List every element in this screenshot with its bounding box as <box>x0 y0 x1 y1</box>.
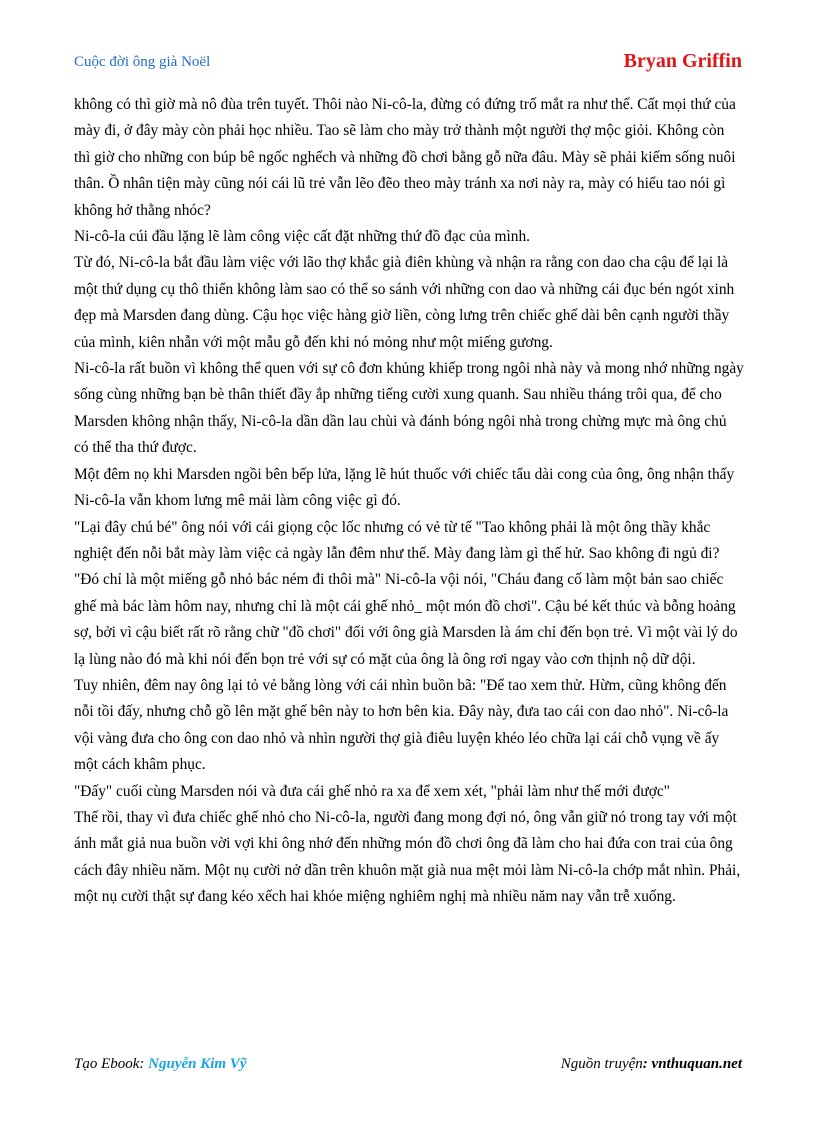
author-name: Bryan Griffin <box>623 50 742 72</box>
source-colon: : <box>642 1056 648 1072</box>
paragraph: Một đêm nọ khi Marsden ngồi bên bếp lửa, lặng lẽ hút thuốc với chiếc tẩu dài cong của ông, ông nhận thấy Ni-cô-la vẫn khom lưng mê mải làm công việc gì đó. <box>74 465 735 510</box>
story-text <box>74 92 744 911</box>
paragraph: không có thì giờ mà nô đùa trên tuyết. Thôi nào Ni-cô-la, đừng có đứng trố mắt ra như thế. Cất mọi thứ của mày đi, ở đây mày còn phải học nhiều. Tao sẽ làm cho mày trở thành một người thợ mộc giỏi. Không còn thì giờ cho những con búp bê ngốc nghếch và những đồ chơi bằng gỗ nữa đâu. Mày sẽ phải kiếm sống nuôi thân. Ồ nhân tiện mày cũng nói cái lũ trẻ vẫn lẽo đẽo theo mày tránh xa nơi này ra, mày có hiểu tao nói gì không hở thằng nhóc? <box>74 96 736 219</box>
source-credit <box>561 1056 742 1073</box>
ebook-colon: : <box>139 1056 145 1072</box>
source-label: Nguồn truyện <box>560 1056 643 1072</box>
paragraph: Ni-cô-la rất buồn vì không thể quen với sự cô đơn khủng khiếp trong ngôi nhà này và mong nhớ những ngày sống cùng những bạn bè thân thiết đầy ắp những tiếng cười xung quanh. Sau nhiều tháng trôi qua, để cho Marsden không nhận thấy, Ni-cô-la dần dần lau chùi và đánh bóng ngôi nhà trong chừng mực mà ông chủ có thể tha thứ được. <box>74 360 744 457</box>
paragraph: "Đấy" cuối cùng Marsden nói và đưa cái ghế nhỏ ra xa để xem xét, "phải làm như thế mới được" <box>74 782 670 800</box>
paragraph: "Lại đây chú bé" ông nói với cái giọng cộc lốc nhưng có vẻ từ tế "Tao không phải là một ông thầy khắc nghiệt đến nỗi bắt mày làm việc cả ngày lẫn đêm như thế. Mày đang làm gì thế hử. Sao không đi ngủ đi? <box>74 518 720 562</box>
paragraph: Ni-cô-la cúi đầu lặng lẽ làm công việc cất đặt những thứ đồ đạc của mình. <box>74 228 531 246</box>
page-header <box>74 50 742 76</box>
source-site: vnthuquan.net <box>651 1056 742 1072</box>
paragraph: Tuy nhiên, đêm nay ông lại tỏ vẻ bằng lòng với cái nhìn buồn bã: "Để tao xem thử. Hừm, cũng không đến nỗi tồi đấy, nhưng chỗ gồ lên mặt ghế bên này to hơn bên kia. Đây này, đưa tao cái con dao nhỏ". Ni-cô-la vội vàng đưa cho ông con dao nhỏ và nhìn người thợ già điêu luyện khéo léo chữa lại cái chỗ vụng về ấy một cách khâm phục. <box>74 676 729 774</box>
book-title: Cuộc đời ông già Noël <box>74 54 211 70</box>
paragraph: Từ đó, Ni-cô-la bắt đầu làm việc với lão thợ khắc già điên khùng và nhận ra rằng con dao cha cậu để lại là một thứ dụng cụ thô thiển không làm sao có thể so sánh với những con dao và những cái đục bén ngót xinh đẹp mà Marsden đang dùng. Cậu học việc hàng giờ liền, còng lưng trên chiếc ghế dài bên cạnh người thầy của mình, kiên nhẫn với một mẫu gỗ đến khi nó mỏng như một miếng gương. <box>74 254 735 351</box>
ebook-credit <box>74 1056 247 1073</box>
ebook-creator-name: Nguyễn Kim Vỹ <box>148 1056 247 1072</box>
ebook-label: Tạo Ebook <box>74 1056 140 1072</box>
paragraph: Thế rồi, thay vì đưa chiếc ghế nhỏ cho Ni-cô-la, người đang mong đợi nó, ông vẫn giữ nó trong tay với một ánh mắt giả nua buồn vời vợi khi ông nhớ đến những món đồ chơi ông đã làm cho hai đứa con trai của ông cách đây nhiều năm. Một nụ cười nở dần trên khuôn mặt già nua mệt mỏi làm Ni-cô-la chớp mắt nhìn. Phải, một nụ cười thật sự đang kéo xếch hai khóe miệng nghiêm nghị mà nhiều năm nay vẫn trễ xuống. <box>74 808 741 906</box>
paragraph: "Đó chỉ là một miếng gỗ nhỏ bác ném đi thôi mà" Ni-cô-la vội nói, "Cháu đang cố làm một bản sao chiếc ghế mà bác làm hôm nay, nhưng chỉ là một cái ghế nhỏ_ một món đồ chơi". Cậu bé kết thúc và bỗng hoảng sợ, bởi vì cậu biết rất rõ rằng chữ "đồ chơi" đối với ông già Marsden là ám chỉ đến bọn trẻ. Vì một vài lý do lạ lùng nào đó mà khi nói đến bọn trẻ với sự có mặt của ông là ông rơi ngay vào cơn thịnh nộ dữ dội. <box>74 571 738 668</box>
